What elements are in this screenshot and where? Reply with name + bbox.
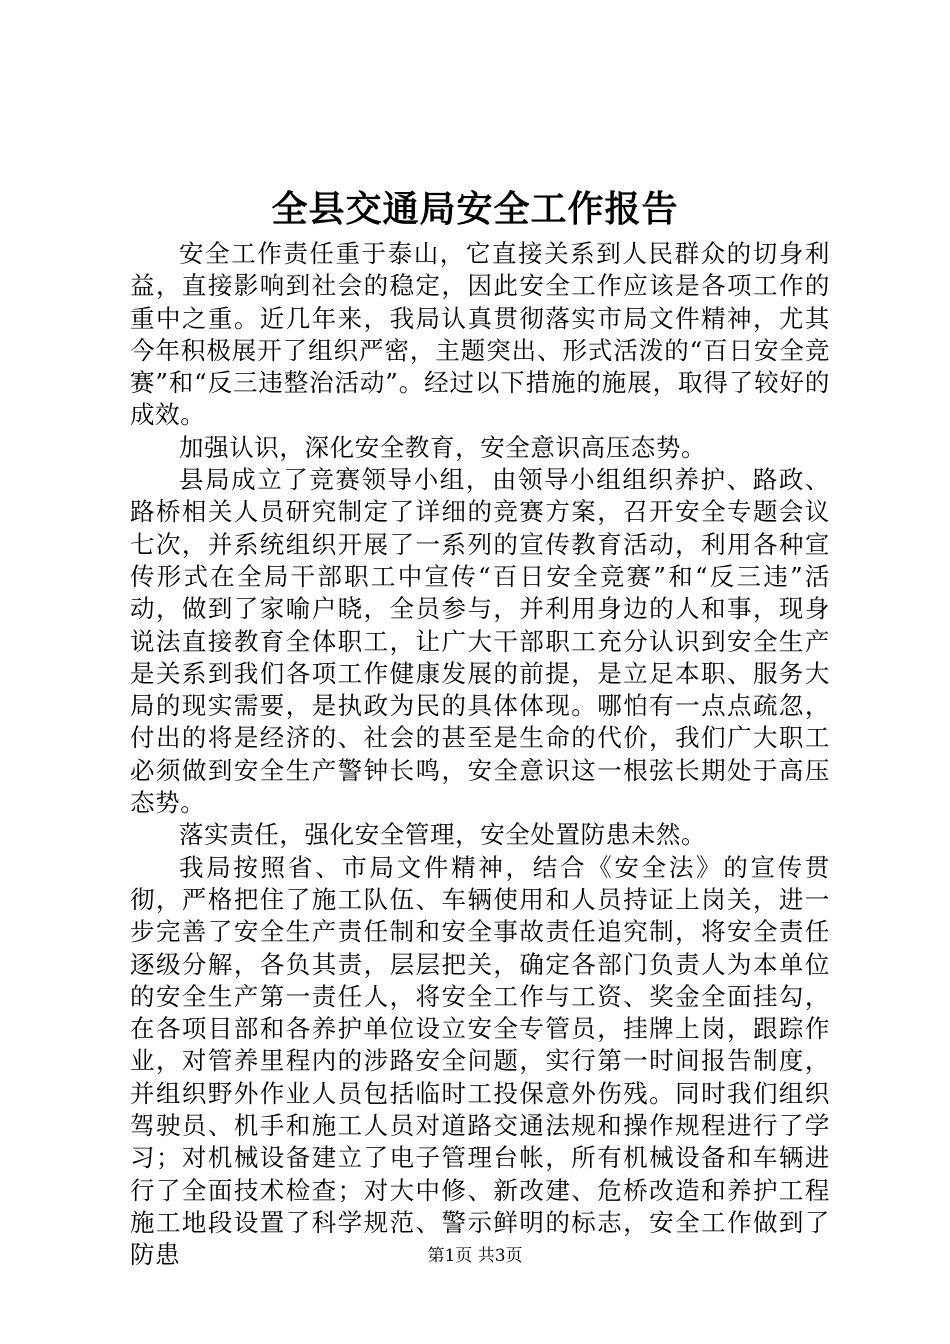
document-title: 全县交通局安全工作报告 <box>271 188 679 230</box>
paragraph-intro: 安全工作责任重于泰山，它直接关系到人民群众的切身利益，直接影响到社会的稳定，因此安全工作应该是各项工作的重中之重。近几年来，我局认真贯彻落实市局文件精神，尤其今年积极展开了组织严密，主题突出、形式活泼的“百日安全竞赛”和“反三违整治活动”。经过以下措施的施展，取得了较好的成效。 <box>130 239 830 430</box>
page-number-footer: 第1页 共3页 <box>427 1246 523 1266</box>
paragraph-heading-awareness: 加强认识，深化安全教育，安全意识高压态势。 <box>179 432 707 462</box>
paragraph-awareness: 县局成立了竞赛领导小组，由领导小组组织养护、路政、路桥相关人员研究制定了详细的竞赛方案，召开安全专题会议七次，并系统组织开展了一系列的宣传教育活动，利用各种宣传形式在全局干部职工中宣传“百日安全竞赛”和“反三违”活动，做到了家喻户晓，全员参与，并利用身边的人和事，现身说法直接教育全体职工，让广大干部职工充分认识到安全生产是关系到我们各项工作健康发展的前提，是立足本职、服务大局的现实需要，是执政为民的具体体现。哪怕有一点点疏忽，付出的将是经济的、社会的甚至是生命的代价，我们广大职工必须做到安全生产警钟长鸣，安全意识这一根弦长期处于高压态势。 <box>130 465 830 818</box>
paragraph-responsibility: 我局按照省、市局文件精神，结合《安全法》的宣传贯彻，严格把住了施工队伍、车辆使用和人员持证上岗关，进一步完善了安全生产责任制和安全事故责任追究制，将安全责任逐级分解，各负其责，层层把关，确定各部门负责人为本单位的安全生产第一责任人，将安全工作与工资、奖金全面挂勾，在各项目部和各养护单位设立安全专管员，挂牌上岗，跟踪作业，对管养里程内的涉路安全问题，实行第一时间报告制度，并组织野外作业人员包括临时工投保意外伤残。同时我们组织驾驶员、机手和施工人员对道路交通法规和操作规程进行了学习；对机械设备建立了电子管理台帐，所有机械设备和车辆进行了全面技术检查；对大中修、新改建、危桥改造和养护工程施工地段设置了科学规范、警示鲜明的标志，安全工作做到了防患 <box>130 852 830 1270</box>
paragraph-heading-responsibility: 落实责任，强化安全管理，安全处置防患未然。 <box>179 820 707 850</box>
document-body <box>130 238 830 1272</box>
